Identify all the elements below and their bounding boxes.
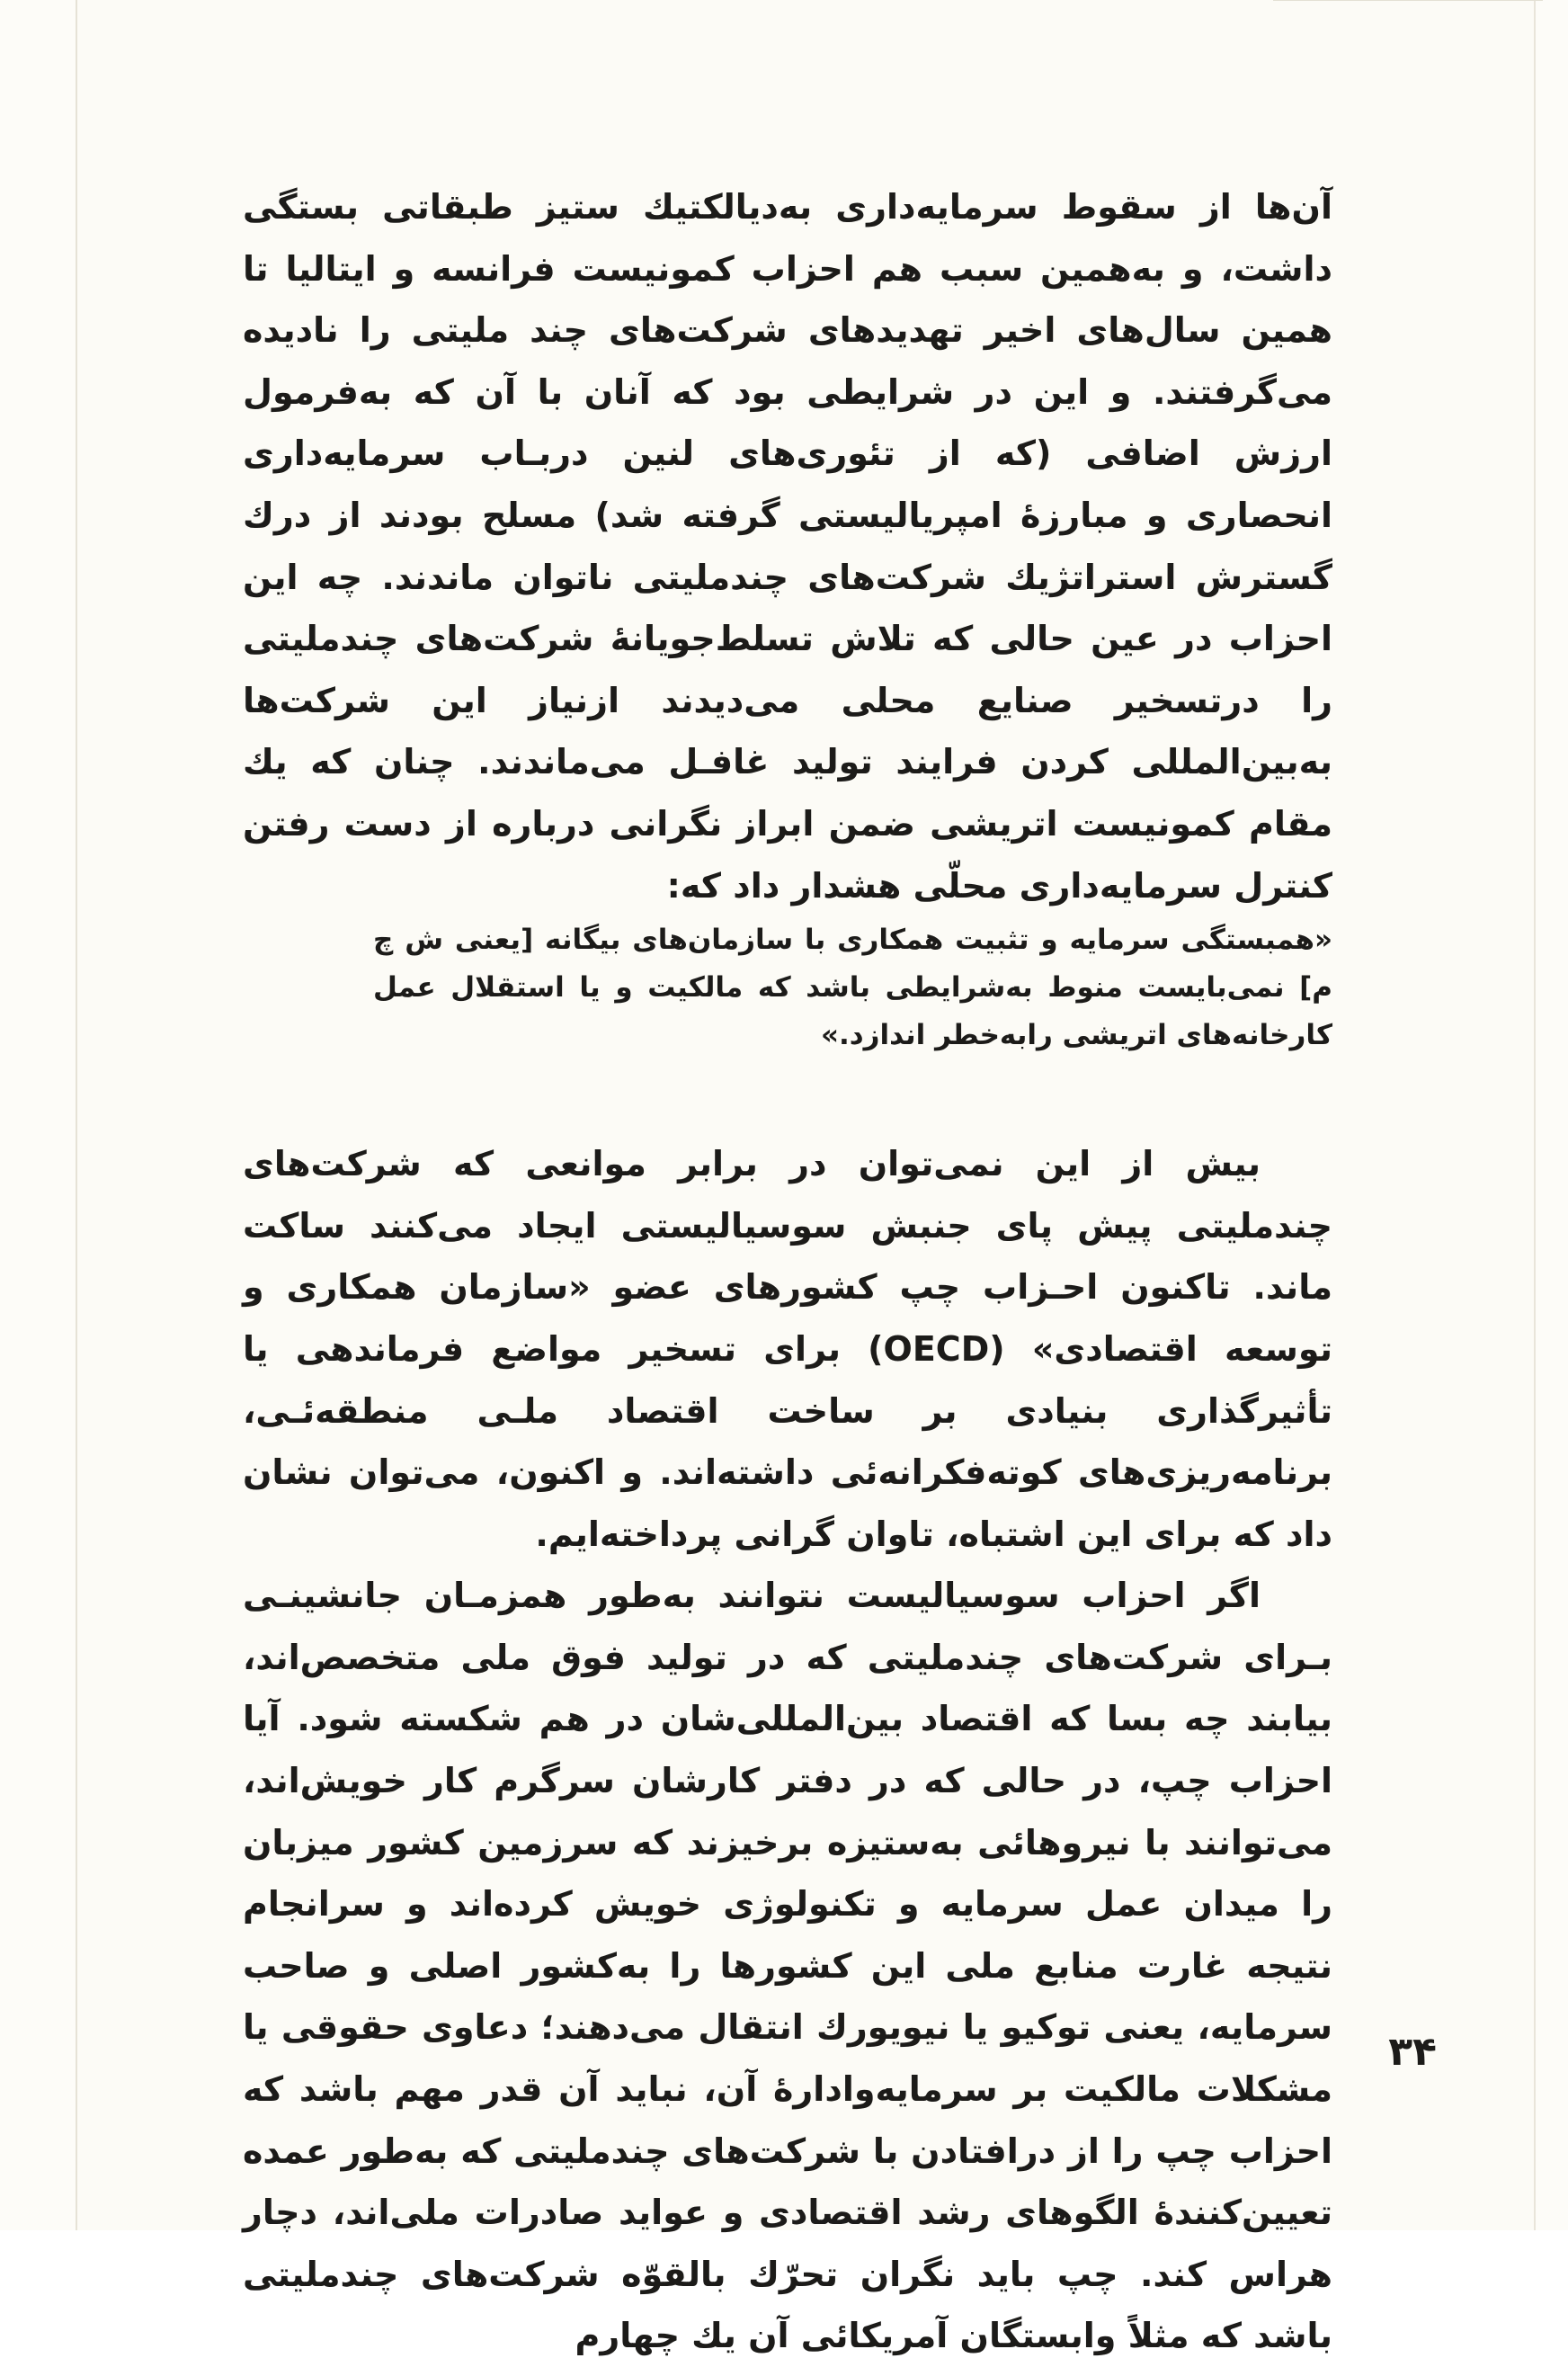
paragraph-gap xyxy=(243,1059,1332,1133)
page-fold-edge xyxy=(1273,0,1543,55)
body-text xyxy=(243,176,1332,2367)
paragraph-3: اگر احزاب سوسیالیست نتوانند به‌طور همزمـان جانشینـی بـرای شرکت‌های چندملیتی که در تولید فوق ملی متخصص‌اند، بیابند چه بسا که اقتصاد بین‌المللی‌شان در هم شکسته شود. آیا احزاب چپ، در حالی که در دفتر کارشان سرگرم کار خویش‌اند، می‌توانند با نیروهائی به‌ستیزه برخیزند که سرزمین کشور میزبان را میدان عمل سرمایه و تکنولوژی خویش کرده‌اند و سرانجام نتیجه غارت منابع ملی این کشورها را به‌کشور اصلی و صاحب سرمایه، یعنی توکیو یا نیویورك انتقال می‌دهند؛ دعاوی حقوقی یا مشکلات مالکیت بر سرمایه‌وادارهٔ آن، نباید آن قدر مهم باشد که احزاب چپ را از درافتادن با شرکت‌های چندملیتی که به‌طور عمده تعیین‌کنندهٔ الگوهای رشد اقتصادی و عواید صادرات ملی‌اند، دچار هراس کند. چپ باید نگران تحرّك بالقوّه شرکت‌های چندملیتی باشد که مثلاً وابستگان آمریکائی آن یك چهارم xyxy=(243,1576,1332,2356)
page-number: ۳۴ xyxy=(1388,2029,1437,2075)
block-quote: «همبستگی سرمایه و تثبیت همکاری با سازمان‌های بیگانه [یعنی ش چ م] نمی‌بایست منوط به‌شرایطی باشد که مالکیت و یا استقلال عمل کارخانه‌های اتریشی رابه‌خطر اندازد.» xyxy=(373,924,1332,1052)
paragraph-2: بیش از این نمی‌توان در برابر موانعی که شرکت‌های چندملیتی پیش پای جنبش سوسیالیستی ایجاد می‌کنند ساکت ماند. تاکنون احـزاب چپ کشورهای عضو «سازمان همکاری و توسعه اقتصادی» (OECD) برای تسخیر مواضع فرماندهی یا تأثیرگذاری بنیادی بر ساخت اقتصاد ملـی منطقه‌ئـی، برنامه‌ریزی‌های کوته‌فکرانه‌ئی داشته‌اند. و اکنون، می‌توان نشان داد که برای این اشتباه، تاوان گرانی پرداخته‌ایم. xyxy=(243,1144,1332,1554)
paragraph-1: آن‌ها از سقوط سرمایه‌داری به‌دیالکتیك ستیز طبقاتی بستگی داشت، و به‌همین سبب هم احزاب کمونیست فرانسه و ایتالیا تا همین سال‌های اخیر تهدیدهای شرکت‌های چند ملیتی را نادیده می‌گرفتند. و این در شرایطی بود که آنان با آن که به‌فرمول ارزش اضافی (که از تئوری‌های لنین دربـاب سرمایه‌داری انحصاری و مبارزهٔ امپریالیستی گرفته شد) مسلح بودند از درك گسترش استراتژیك شرکت‌های چندملیتی ناتوان ماندند. چه این احزاب در عین حالی که تلاش تسلط‌جویانهٔ شرکت‌های چندملیتی را درتسخیر صنایع محلی می‌دیدند ازنیاز این شرکت‌ها به‌بین‌المللی کردن فرایند تولید غافـل می‌ماندند. چنان که یك مقام کمونیست اتریشی ضمن ابراز نگرانی درباره از دست رفتن کنترل سرمایه‌داری محلّی هشدار داد که: xyxy=(243,187,1332,906)
